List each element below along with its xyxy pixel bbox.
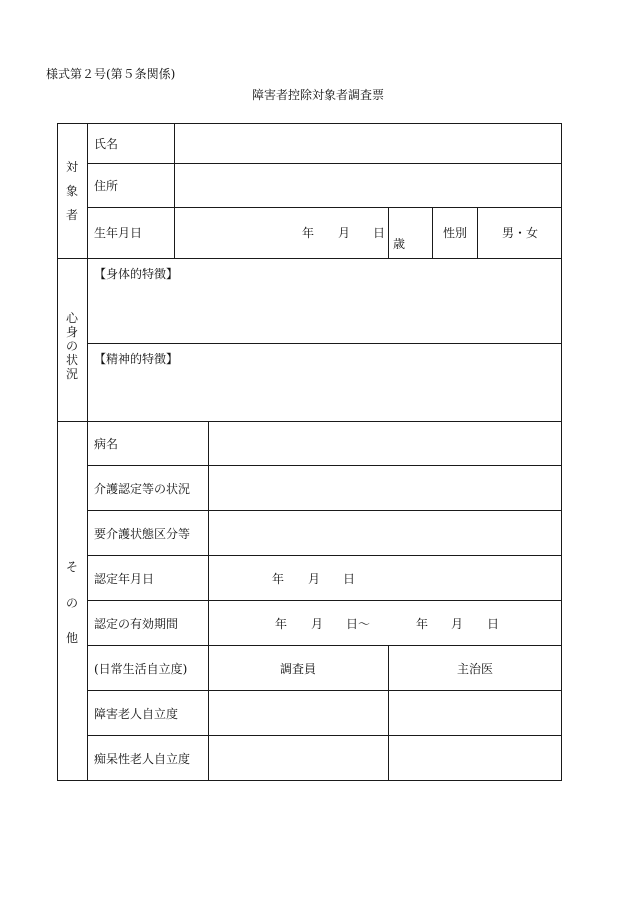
section-label-char: 対	[65, 160, 78, 174]
col-divider	[432, 207, 433, 259]
section-divider	[57, 258, 562, 259]
birth-year-unit: 年	[302, 226, 315, 240]
birthdate-field[interactable]	[175, 208, 388, 258]
col-divider	[477, 207, 478, 259]
disease-field[interactable]	[209, 422, 561, 465]
mental-features-label: 【精神的特徴】	[94, 352, 179, 366]
birthdate-label: 生年月日	[94, 226, 143, 240]
disabled-elderly-doctor-field[interactable]	[389, 691, 561, 735]
cert-month-unit: 月	[308, 572, 321, 586]
table-right-border	[561, 123, 562, 781]
disabled-elderly-label: 障害老人自立度	[94, 707, 179, 721]
dementia-elderly-doctor-field[interactable]	[389, 736, 561, 780]
period-end-year-unit: 年	[416, 617, 429, 631]
doctor-header: 主治医	[457, 662, 494, 676]
name-field[interactable]	[175, 124, 561, 163]
period-end-month-unit: 月	[451, 617, 464, 631]
name-label: 氏名	[94, 137, 119, 151]
cert-date-label: 認定年月日	[94, 572, 155, 586]
section-label-char: の	[65, 596, 78, 610]
sex-label: 性別	[443, 226, 468, 240]
section-label-char: 象	[65, 184, 78, 198]
section-label-char: 身	[65, 325, 78, 339]
section-label-char: 者	[65, 208, 78, 222]
cert-period-label: 認定の有効期間	[94, 617, 179, 631]
disease-label: 病名	[94, 437, 119, 451]
physical-features-label: 【身体的特徴】	[94, 267, 179, 281]
dementia-elderly-investigator-field[interactable]	[209, 736, 388, 780]
table-left-border	[57, 123, 58, 781]
label-column-divider	[87, 123, 88, 781]
section-label-char: そ	[65, 560, 78, 574]
cert-day-unit: 日	[343, 572, 356, 586]
birth-month-unit: 月	[338, 226, 351, 240]
period-start-month-unit: 月	[311, 617, 324, 631]
form-number: 様式第２号(第５条関係)	[46, 67, 176, 81]
period-end-day-unit: 日	[487, 617, 500, 631]
page-title: 障害者控除対象者調査票	[252, 88, 385, 102]
cert-year-unit: 年	[272, 572, 285, 586]
care-status-label: 介護認定等の状況	[94, 482, 191, 496]
section-label-char: の	[65, 339, 78, 353]
disabled-elderly-investigator-field[interactable]	[209, 691, 388, 735]
care-level-label: 要介護状態区分等	[94, 527, 191, 541]
section-label-char: 心	[65, 311, 78, 325]
table-bottom-border	[57, 780, 562, 781]
period-start-day-unit: 日～	[346, 617, 371, 631]
section-label-char: 状	[65, 353, 78, 367]
row-divider	[87, 343, 562, 344]
address-label: 住所	[94, 179, 119, 193]
birth-day-unit: 日	[373, 226, 386, 240]
physical-features-field[interactable]	[88, 283, 561, 343]
cert-date-field[interactable]	[209, 556, 561, 600]
care-level-field[interactable]	[209, 511, 561, 555]
section-label-char: 他	[65, 631, 78, 645]
dementia-elderly-label: 痴呆性老人自立度	[94, 752, 191, 766]
daily-life-label: (日常生活自立度)	[94, 662, 188, 676]
row-divider	[87, 645, 562, 646]
cert-period-field[interactable]	[209, 601, 561, 645]
period-start-year-unit: 年	[275, 617, 288, 631]
address-field[interactable]	[175, 164, 561, 207]
mental-features-field[interactable]	[88, 368, 561, 421]
investigator-header: 調査員	[280, 662, 317, 676]
care-status-field[interactable]	[209, 466, 561, 510]
sex-options[interactable]: 男・女	[502, 226, 539, 240]
age-unit: 歳	[393, 237, 406, 251]
section-label-char: 況	[65, 367, 78, 381]
